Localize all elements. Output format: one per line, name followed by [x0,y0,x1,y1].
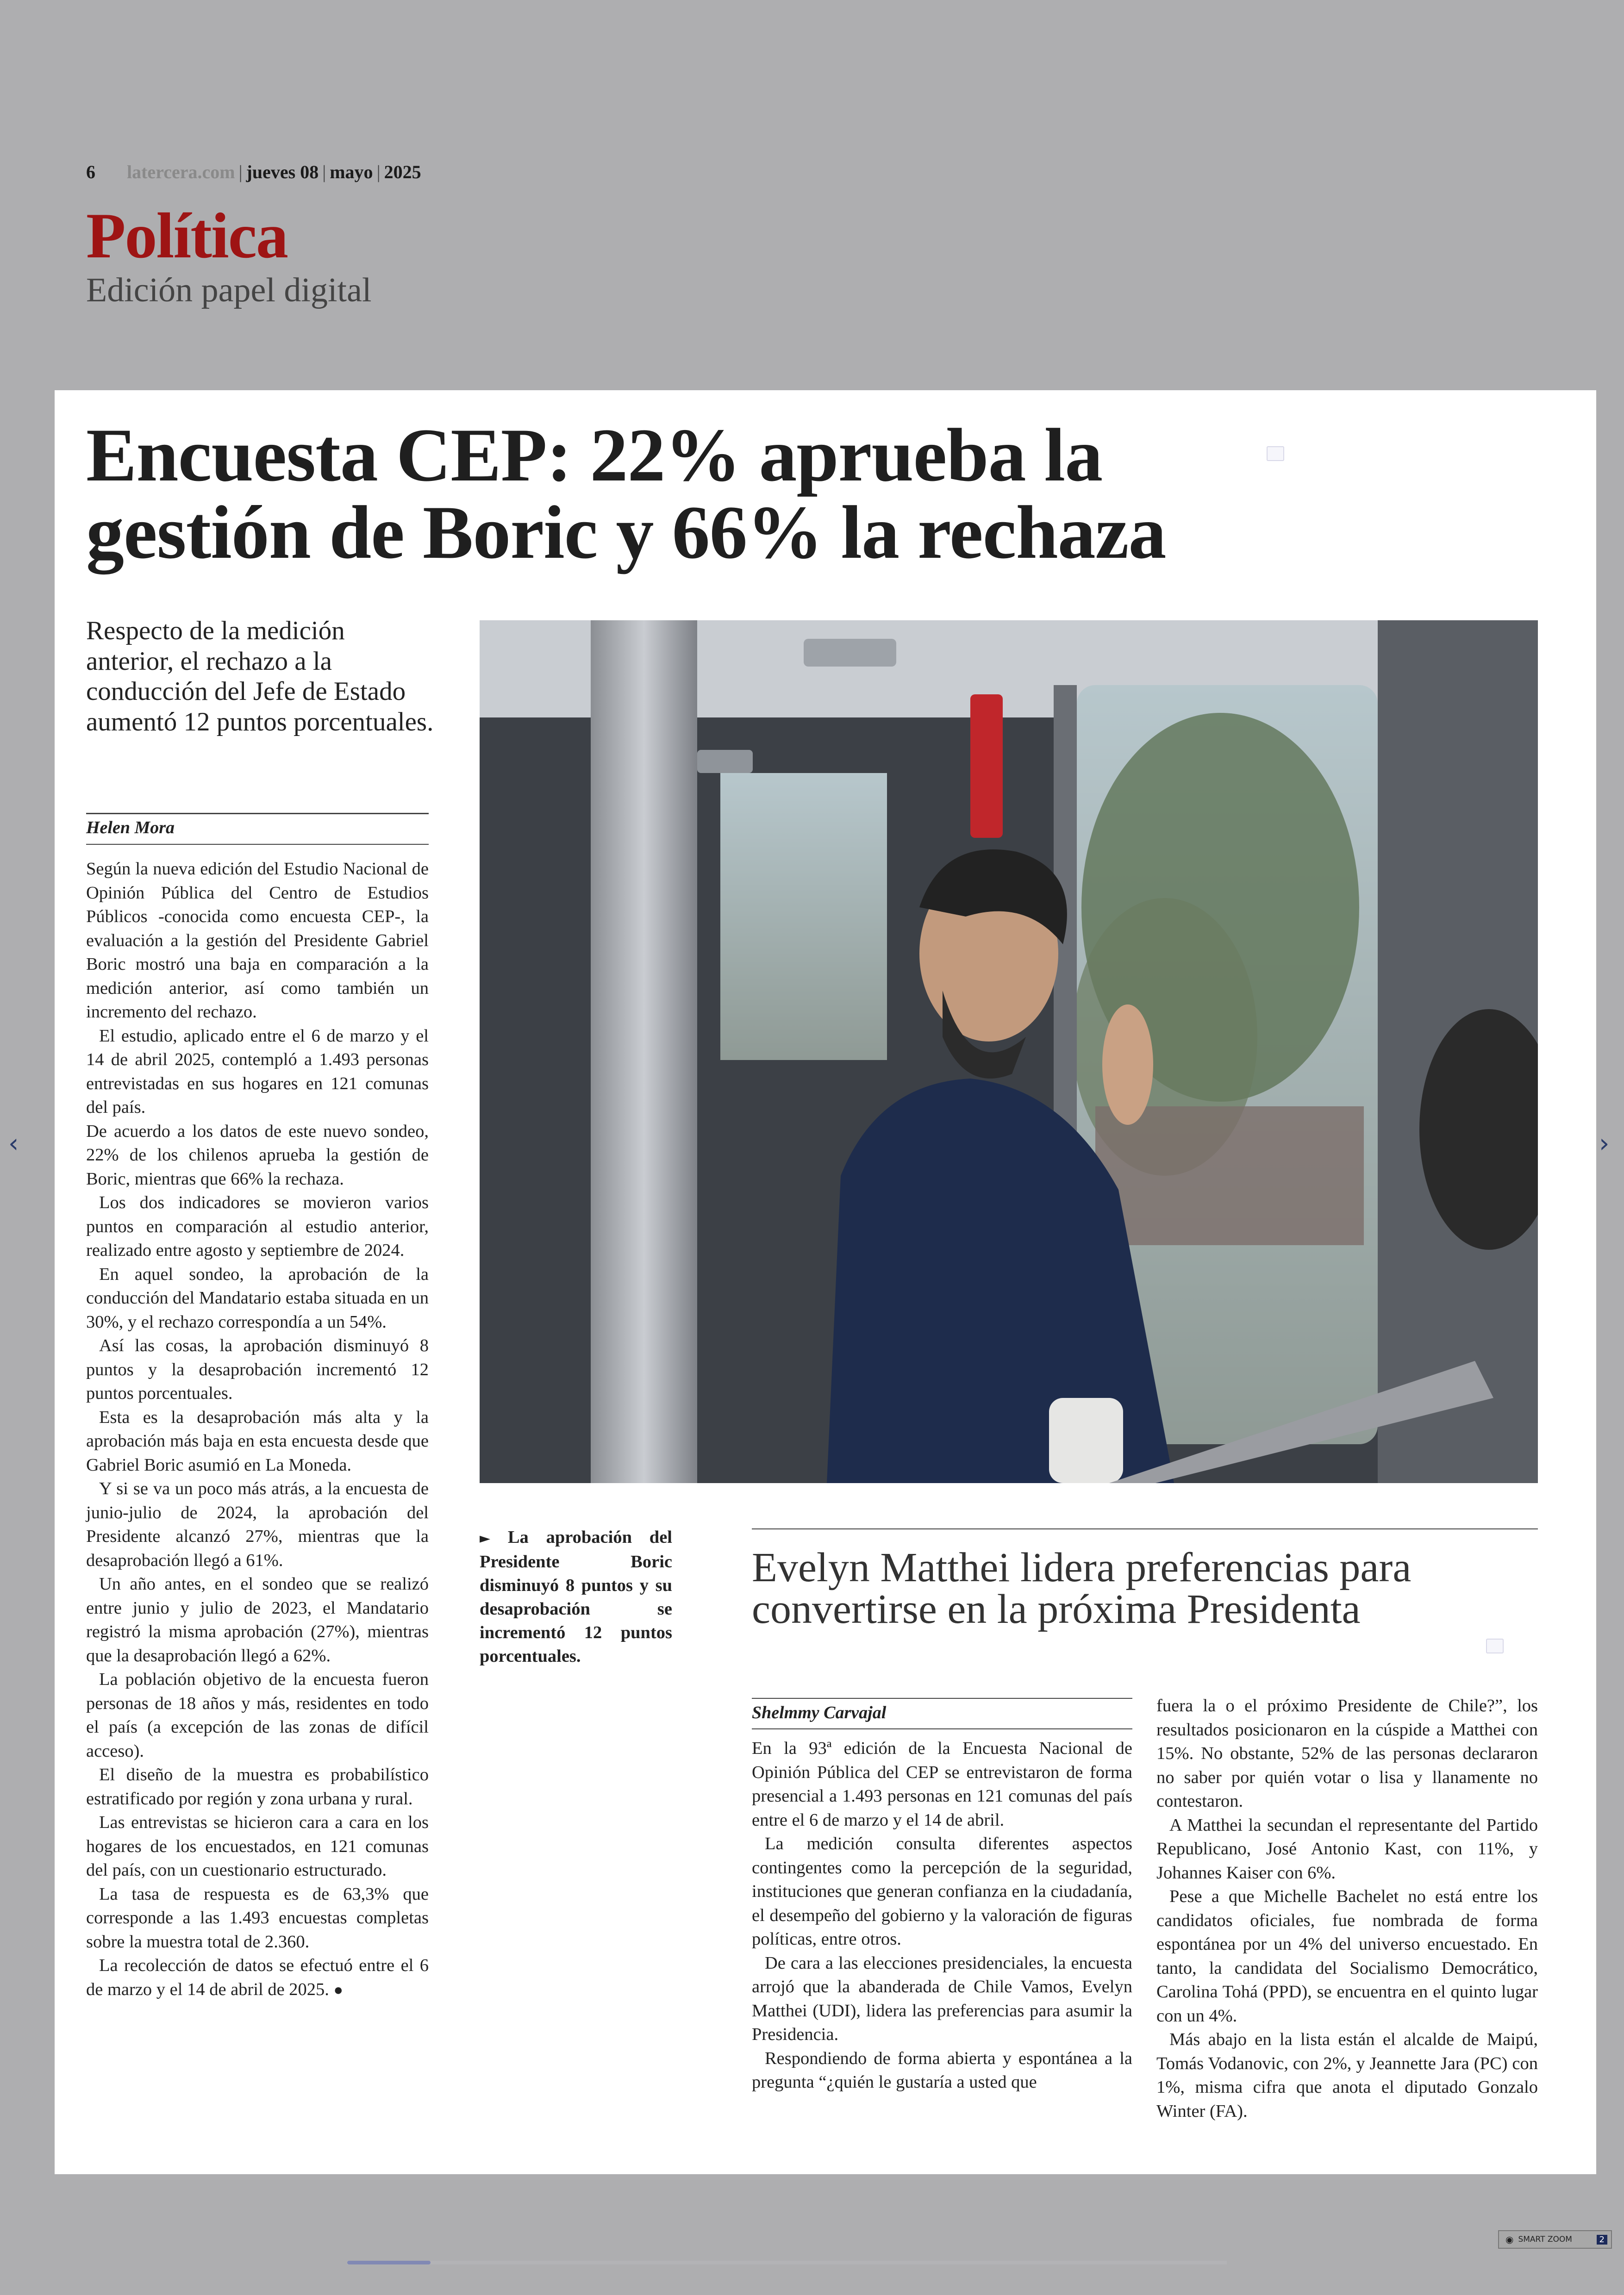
paragraph: Respondiendo de forma abierta y espontánea a la pregunta “¿quién le gustaría a usted que [752,2048,1132,2092]
page-header: 6 latercera.com | jueves 08 | mayo | 2025 [86,162,421,182]
page-progress-fill [347,2261,431,2264]
issue-day: jueves 08 [246,162,319,182]
end-mark: ● [333,1981,344,1999]
issue-month: mayo [330,162,373,182]
issue-year: 2025 [384,162,421,182]
article-photo [480,620,1538,1483]
sub-byline-rule-top [752,1698,1132,1699]
site-name: latercera.com [127,162,235,182]
paragraph: Un año antes, en el sondeo que se realizó entre junio y julio de 2023, el Mandatario registró la misma aprobación (27%), mientras que la desaprobación llegó a 62%. [86,1574,429,1665]
paragraph: La tasa de respuesta es de 63,3% que corresponde a las 1.493 encuestas completas sobre la muestra total de 2.360. [86,1884,429,1952]
article-author: Helen Mora [86,818,175,837]
sub-byline-rule-bottom [752,1728,1132,1729]
paragraph: Según la nueva edición del Estudio Nacional de Opinión Pública del Centro de Estudios Públicos -conocida como encuesta CEP-, la evaluación a la gestión del Presidente Gabriel Boric mostró una baja en comparación a la medición anterior, así como también un incremento del rechazo. [86,859,429,1022]
photo-illustration [480,620,1538,1483]
eye-icon: ◉ [1505,2234,1514,2245]
paragraph: La población objetivo de la encuesta fueron personas de 18 años y más, residentes en todo el país (a excepción de las zonas de difícil acceso). [86,1670,429,1761]
paragraph: Los dos indicadores se movieron varios puntos en comparación al estudio anterior, realizado entre agosto y septiembre de 2024. [86,1193,429,1260]
sub-article-headline: Evelyn Matthei lidera preferencias para convertirse en la próxima Presidenta [752,1545,1412,1632]
sub-article-column-2 [1156,1694,1538,2123]
paragraph: La medición consulta diferentes aspectos contingentes como la percepción de la seguridad, instituciones que generan confianza en la ciudadanía, el desempeño del gobierno y la valoración de figuras políticas, entre otros. [752,1834,1132,1949]
article-body [86,857,429,2002]
caption-text: La aprobación del Presidente Boric disminuyó 8 puntos y su desaprobación se incrementó 12 puntos porcentuales. [480,1528,672,1666]
smart-zoom-button[interactable] [1498,2230,1612,2249]
paragraph: Pese a que Michelle Bachelet no está entre los candidatos oficiales, fue nombrada de forma espontánea por un 4% del universo encuestado. En tanto, la candidata del Socialismo Democrático, Carolina Tohá (PPD), se encuentra en el quinto lugar con un 4%. [1156,1887,1538,2026]
caption-marker: ► [480,1530,491,1547]
smart-zoom-label: SMART ZOOM [1518,2235,1572,2244]
page-number: 6 [86,162,95,182]
paragraph: De cara a las elecciones presidenciales, la encuesta arrojó que la abanderada de Chile Vamos, Evelyn Matthei (UDI), lidera las preferencias para asumir la Presidencia. [752,1953,1132,2044]
paragraph: En la 93ª edición de la Encuesta Nacional de Opinión Pública del CEP se entrevistaron de forma presencial a 1.493 personas en 121 comunas del país entre el 6 de marzo y el 14 de abril. [752,1739,1132,1830]
sub-article-author: Shelmmy Carvajal [752,1703,887,1722]
paragraph: Las entrevistas se hicieron cara a cara en los hogares de los encuestados, en 121 comunas del país, con un cuestionario estructurado. [86,1813,429,1880]
paragraph: A Matthei la secundan el representante del Partido Republicano, José Antonio Kast, con 11%, y Johannes Kaiser con 6%. [1156,1815,1538,1883]
text-view-icon[interactable] [1486,1639,1504,1653]
page-progress-track[interactable] [347,2261,1227,2264]
sub-article-column-1 [752,1737,1132,2095]
byline-rule-bottom [86,844,429,845]
paragraph: Más abajo en la lista están el alcalde de Maipú, Tomás Vodanovic, con 2%, y Jeannette Jara (PC) con 1%, misma cifra que anota el diputado Gonzalo Winter (FA). [1156,2030,1538,2121]
paragraph-text: La recolección de datos se efectuó entre el 6 de marzo y el 14 de abril de 2025. [86,1956,429,1999]
text-view-icon[interactable] [1267,446,1284,461]
article-headline: Encuesta CEP: 22% aprueba la gestión de Boric y 66% la rechaza [86,413,1166,575]
paragraph: El diseño de la muestra es probabilístico estratificado por región y zona urbana y rural. [86,1765,429,1809]
paragraph: El estudio, aplicado entre el 6 de marzo y el 14 de abril 2025, contempló a 1.493 personas entrevistadas en sus hogares en 121 comunas del país. [86,1026,429,1117]
photo-caption [480,1526,672,1668]
edition-label: Edición papel digital [86,271,372,309]
paragraph-last [86,1954,429,2002]
paragraph: fuera la o el próximo Presidente de Chile?”, los resultados posicionaron en la cúspide a Matthei con 15%. No obstante, 52% de las personas declararon no saber por quién votar o lisa y llanamente no contestaron. [1156,1696,1538,1811]
paragraph: Esta es la desaprobación más alta y la aprobación más baja en esta encuesta desde que Gabriel Boric asumió en La Moneda. [86,1407,429,1475]
previous-page-arrow-icon[interactable]: ‹ [8,1129,19,1159]
next-page-arrow-icon[interactable]: › [1599,1129,1610,1159]
byline-rule-top [86,813,429,814]
paragraph: En aquel sondeo, la aprobación de la conducción del Mandatario estaba situada en un 30%, y el rechazo correspondía a un 54%. [86,1264,429,1332]
paragraph: Y si se va un poco más atrás, a la encuesta de junio-julio de 2024, la aprobación del Presidente alcanzó 27%, mientras que la desaprobación llegó a 61%. [86,1479,429,1570]
section-title: Política [86,200,287,272]
sub-article-rule [752,1528,1538,1529]
paragraph: Así las cosas, la aprobación disminuyó 8 puntos y la desaprobación incrementó 12 puntos porcentuales. [86,1336,429,1403]
zoom-badge: 2 [1597,2235,1607,2245]
paragraph: De acuerdo a los datos de este nuevo sondeo, 22% de los chilenos aprueba la gestión de Boric, mientras que 66% la rechaza. [86,1121,429,1189]
article-lead: Respecto de la medición anterior, el rechazo a la conducción del Jefe de Estado aumentó 12 puntos porcentuales. [86,616,434,736]
